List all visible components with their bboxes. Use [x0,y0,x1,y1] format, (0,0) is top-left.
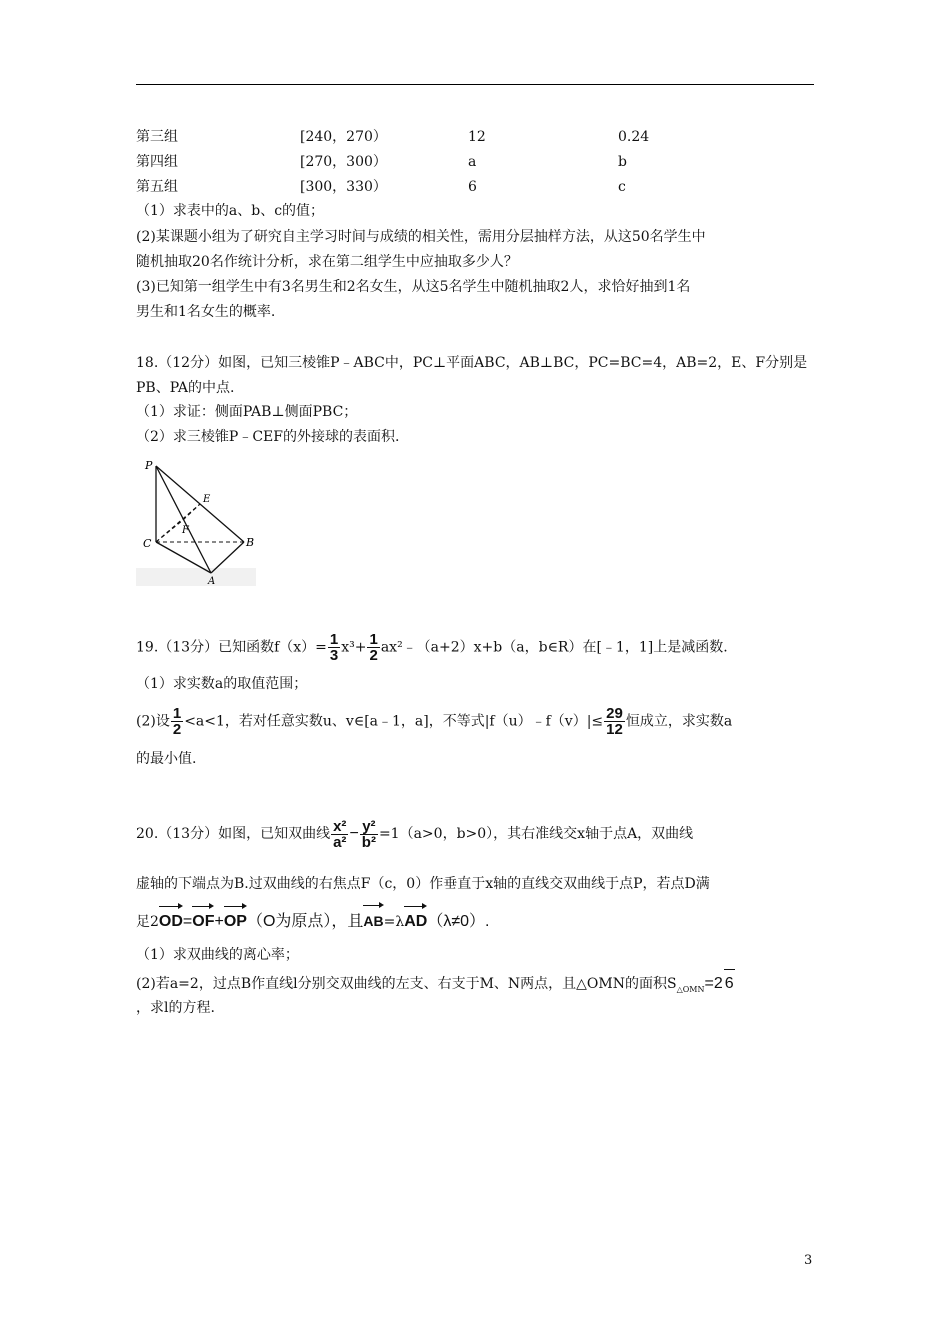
q17-part2-line1: (2)某课题小组为了研究自主学习时间与成绩的相关性，需用分层抽样方法，从这50名学生中 [136,229,706,245]
q20-part2-line1: (2)若a=2，过点B作直线l分别交双曲线的左支、右支于M、N两点，且△OMN的面积$S_{\triangle OMN}=2$ 6 [136,969,735,1004]
vector-od: OD [159,909,183,935]
label-e: E [203,494,211,505]
q18-stem-line1: 18.（12分）如图，已知三棱锥P﹣ABC中，PC⊥平面ABC，AB⊥BC，PC=BC=4，AB=2，E、F分别是 [136,355,808,371]
table-row [136,151,816,173]
fraction-one-half: $\frac{1}{2}$ [172,705,182,738]
fraction-one-third: $\frac{1}{3}$ [329,631,339,664]
table-row [136,176,816,198]
q19-part1: （1）求实数a的取值范围； [136,676,308,692]
q20-stem-line1: 20.（13分）如图，已知双曲线 $\frac{\text{x²}}{\text{a²}}$ − $\frac{\text{y²}}{\text{b²}}$ =1（a>0，b>0），其右准线交x轴于点A，双曲线 [136,817,694,851]
q19-part2-line1: (2)设 $\frac{1}{2}$ <a<1，若对任意实数u、v∈[a﹣1，a]，不等式|f（u）﹣f（v）|≤ $\frac{29}{12}$ 恒成立，求实数a [136,705,733,738]
group-cell: 第五组 [136,179,178,195]
q19-stem: 19.（13分）已知函数f（x）= $\frac{1}{3}$ x³+ $\frac{1}{2}$ ax²﹣（a+2）x+b（a，b∈R）在[﹣1，1]上是减函数. [136,631,728,664]
label-a: A [208,576,216,586]
vector-ad: AD [404,909,427,935]
count-cell: 6 [468,179,477,195]
group-cell: 第四组 [136,154,178,170]
q17-part1: （1）求表中的a、b、c的值； [136,203,325,219]
range-cell: [240，270） [300,129,387,145]
group-cell: 第三组 [136,129,178,145]
pyramid-figure [136,458,256,586]
vector-ab: AB [363,908,383,934]
label-b: B [246,536,255,549]
freq-cell: c [618,179,626,195]
q18-stem-line2: PB、PA的中点. [136,380,235,396]
label-f: F [182,525,189,536]
fraction-y2-b2: $\frac{\text{y²}}{\text{b²}}$ [361,817,376,851]
label-c: C [143,537,152,550]
header-rule [136,84,814,85]
fraction-29-12: $\frac{29}{12}$ [606,705,623,738]
vector-op: OP [224,909,247,935]
fraction-one-half: $\frac{1}{2}$ [369,631,378,664]
page-number: 3 [804,1253,813,1268]
q20-stem-line2: 虚轴的下端点为B.过双曲线的右焦点F（c，0）作垂直于x轴的直线交双曲线于点P，若点D满 [136,876,710,892]
fraction-x2-a2: $\frac{\text{x²}}{\text{a²}}$ [333,817,347,851]
table-row [136,126,816,148]
label-p: P [145,459,153,472]
q20-stem-line3: 足2OD=OF+OP（O为原点），且AB=λAD（λ≠0）. [136,908,490,935]
q18-part2: （2）求三棱锥P﹣CEF的外接球的表面积. [136,429,400,445]
q17-part3-line2: 男生和1名女生的概率. [136,304,276,320]
count-cell: a [468,154,477,170]
range-cell: [270，300） [300,154,387,170]
q20-part1: （1）求双曲线的离心率； [136,947,299,963]
count-cell: 12 [468,129,486,145]
q19-part2-line2: 的最小值. [136,751,197,767]
q17-part3-line1: (3)已知第一组学生中有3名男生和2名女生，从这5名学生中随机抽取2人，求恰好抽到1名 [136,279,691,295]
freq-cell: b [618,154,627,170]
q17-part2-line2: 随机抽取20名作统计分析，求在第二组学生中应抽取多少人？ [136,254,518,270]
sqrt-six: 6 [724,969,735,998]
q18-part1: （1）求证：侧面PAB⊥侧面PBC； [136,404,358,420]
freq-cell: 0.24 [618,129,650,145]
range-cell: [300，330） [300,179,387,195]
q20-part2-line2: ，求l的方程. [136,1000,215,1016]
vector-of: OF [192,909,214,935]
